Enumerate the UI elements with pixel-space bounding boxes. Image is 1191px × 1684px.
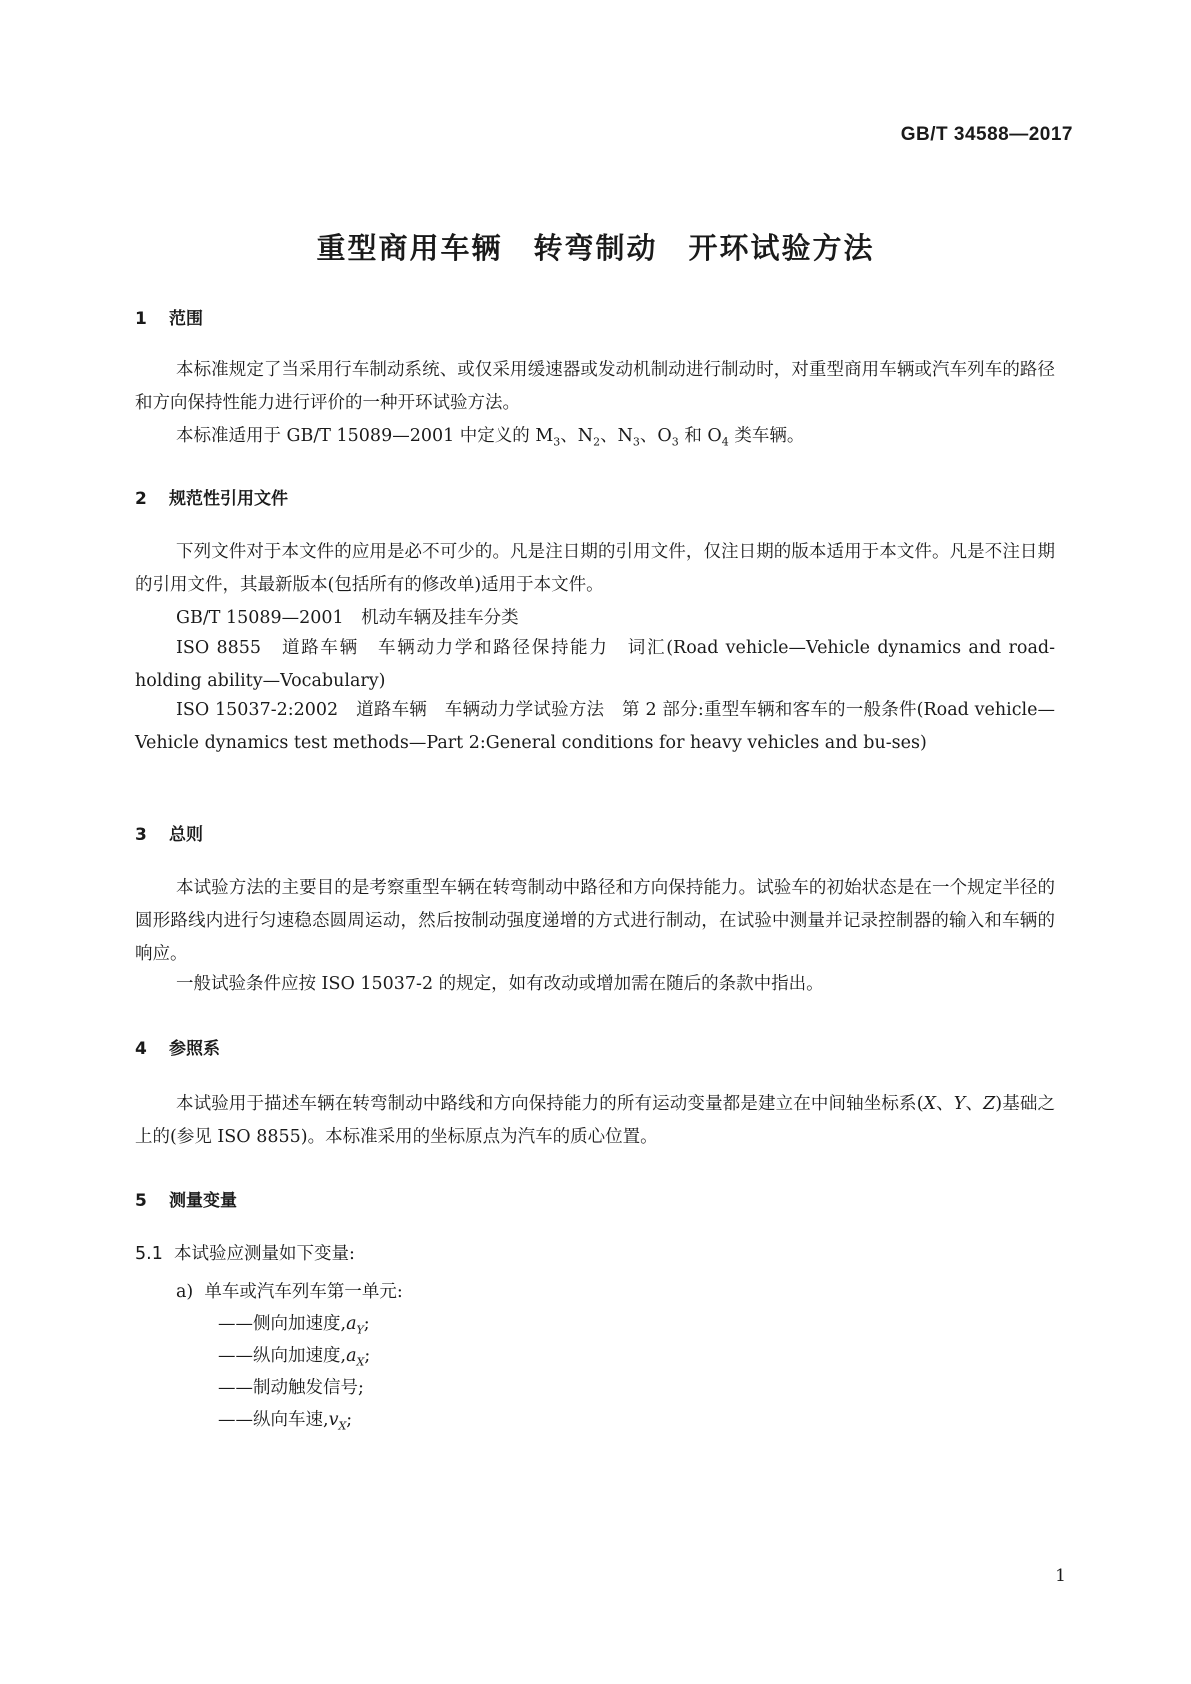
section-4-heading xyxy=(135,1034,220,1059)
section-5-heading xyxy=(135,1186,237,1211)
section-number: 1 xyxy=(135,309,147,329)
page-number: 1 xyxy=(1055,1566,1066,1586)
measured-variable: ——制动触发信号; xyxy=(218,1378,364,1398)
section-title: 总则 xyxy=(169,825,203,845)
section-title: 参照系 xyxy=(169,1039,220,1059)
section-title: 测量变量 xyxy=(169,1191,237,1211)
measured-variable: ——侧向加速度$,a_Y$; xyxy=(218,1314,370,1337)
normative-reference-1: GB/T 15089—2001 机动车辆及挂车分类 xyxy=(176,608,519,628)
list-item-a xyxy=(176,1278,403,1303)
text-run: 本标准适用于 GB/T 15089—2001 中定义的 xyxy=(176,426,536,446)
category-n2: $N_2$ xyxy=(577,426,601,449)
section-1-heading xyxy=(135,304,203,329)
normative-reference-3: ISO 15037-2:2002 道路车辆 车辆动力学试验方法 第 2 部分:重型车辆和客车的一般条件(Road vehicle—Vehicle dynamics test methods—Part 2:General conditions for heavy vehicles and bu-ses) xyxy=(135,700,1055,753)
measured-variable: ——纵向车速$,v_X$; xyxy=(218,1410,353,1433)
section-3-paragraph-1: 本试验方法的主要目的是考察重型车辆在转弯制动中路径和方向保持能力。试验车的初始状态是在一个规定半径的圆形路线内进行匀速稳态圆周运动，然后按制动强度递增的方式进行制动，在试验中测量并记录控制器的输入和车辆的响应。 xyxy=(135,878,1055,964)
axis-y: Y xyxy=(953,1094,966,1114)
standard-code: GB/T 34588—2017 xyxy=(900,124,1073,145)
clause-number: 5.1 xyxy=(135,1244,163,1264)
section-4-paragraph-1: 本试验用于描述车辆在转弯制动中路线和方向保持能力的所有运动变量都是建立在中间轴坐标系(X、Y、Z)基础之上的(参见 ISO 8855)。本标准采用的坐标原点为汽车的质心位置。 xyxy=(135,1094,1056,1147)
category-m3: $M_3$ xyxy=(535,426,561,449)
section-2-heading xyxy=(135,484,288,509)
measured-variable: ——纵向加速度$,a_X$; xyxy=(218,1346,371,1369)
category-o4: $O_4$ xyxy=(707,426,729,449)
section-number: 5 xyxy=(135,1191,147,1211)
axis-z: Z xyxy=(983,1094,996,1114)
section-title: 规范性引用文件 xyxy=(169,489,288,509)
category-n3: $N_3$ xyxy=(617,426,640,449)
axis-x: X xyxy=(923,1094,936,1114)
normative-reference-2: ISO 8855 道路车辆 车辆动力学和路径保持能力 词汇(Road vehicle—Vehicle dynamics and road-holding ability—Vocabulary) xyxy=(135,638,1055,691)
section-1-paragraph-1: 本标准规定了当采用行车制动系统、或仅采用缓速器或发动机制动进行制动时，对重型商用车辆或汽车列车的路径和方向保持性能力进行评价的一种开环试验方法。 xyxy=(135,360,1055,413)
section-2-paragraph-1: 下列文件对于本文件的应用是必不可少的。凡是注日期的引用文件，仅注日期的版本适用于本文件。凡是不注日期的引用文件，其最新版本(包括所有的修改单)适用于本文件。 xyxy=(135,542,1055,595)
section-number: 3 xyxy=(135,825,147,845)
section-3-paragraph-2: 一般试验条件应按 ISO 15037-2 的规定，如有改动或增加需在随后的条款中指出。 xyxy=(176,974,824,994)
list-label: a) xyxy=(176,1282,194,1302)
list-text: 单车或汽车列车第一单元: xyxy=(204,1282,403,1302)
section-title: 范围 xyxy=(169,309,203,329)
document-title: 重型商用车辆 转弯制动 开环试验方法 xyxy=(316,231,875,265)
section-number: 2 xyxy=(135,489,147,509)
section-number: 4 xyxy=(135,1039,147,1059)
category-o3: $O_3$ xyxy=(657,426,679,449)
section-3-heading xyxy=(135,820,203,845)
section-1-paragraph-2: 本标准适用于 GB/T 15089—2001 中定义的 $M_3$、$N_2$、$N_3$、$O_3$ 和 $O_4$ 类车辆。 xyxy=(176,426,805,449)
clause-text: 本试验应测量如下变量: xyxy=(173,1244,355,1264)
clause-5-1 xyxy=(135,1238,355,1271)
